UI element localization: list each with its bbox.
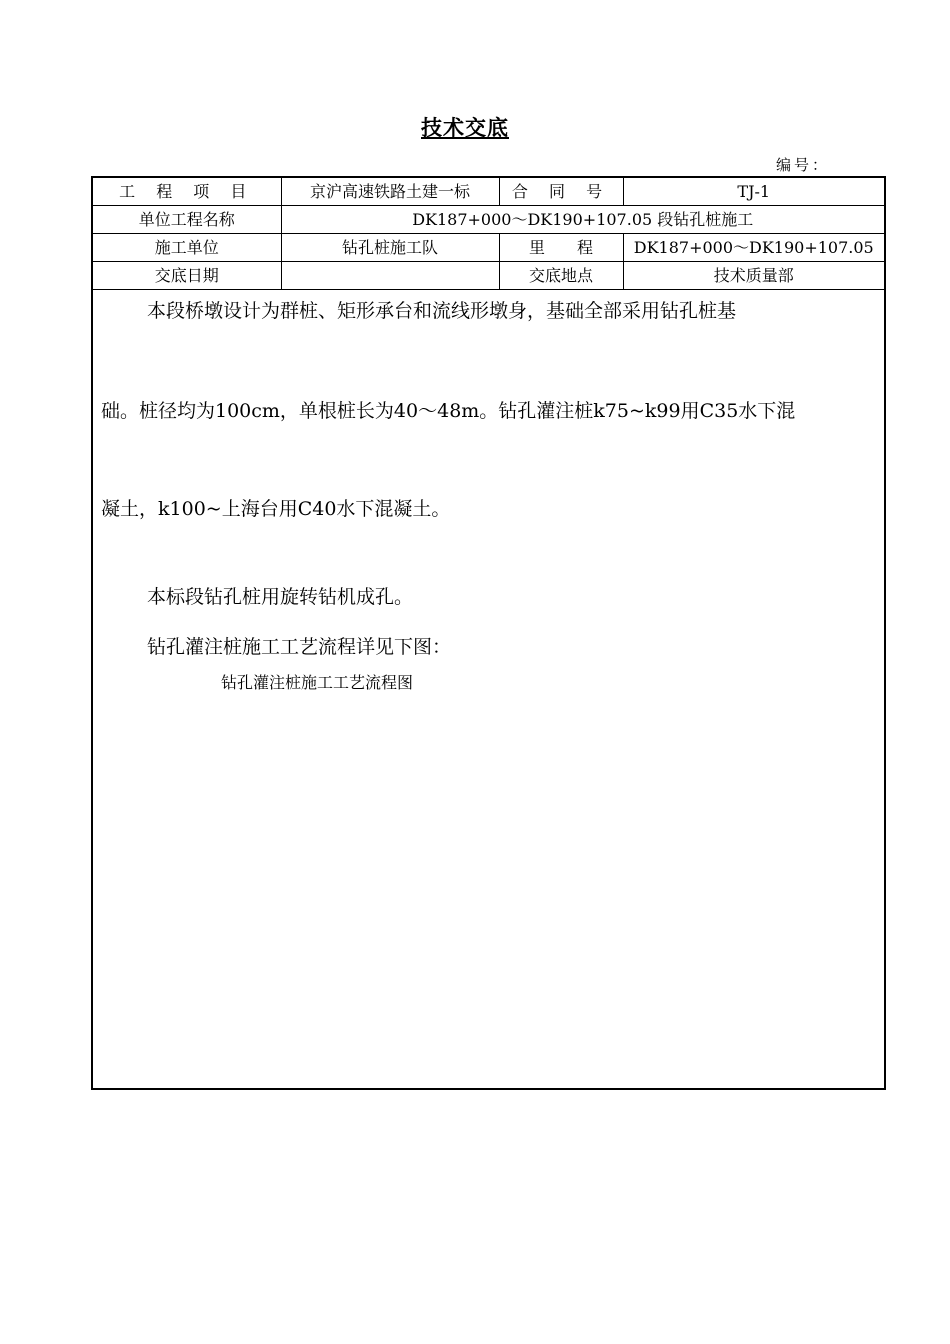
table-row [93, 178, 884, 206]
mileage-label: 里 程 [499, 234, 623, 262]
contract-label: 合 同 号 [499, 178, 623, 206]
table-row [93, 206, 884, 234]
content-paragraph-line: 础。桩径均为100cm，单根桩长为40～48m。钻孔灌注桩k75~k99用C35水下混 [101, 400, 796, 422]
content-paragraph-line: 凝土，k100~上海台用C40水下混凝土。 [101, 498, 451, 520]
construction-unit-label: 施工单位 [93, 234, 281, 262]
unit-project-value: DK187+000～DK190+107.05 段钻孔桩施工 [281, 206, 884, 234]
document-title: 技术交底 [421, 115, 509, 140]
project-info-table [93, 178, 884, 290]
content-paragraph: 本标段钻孔桩用旋转钻机成孔。 [147, 586, 414, 608]
mileage-value: DK187+000～DK190+107.05 [623, 234, 884, 262]
location-value: 技术质量部 [623, 262, 884, 290]
date-value [281, 262, 499, 290]
handover-sheet [91, 176, 886, 1090]
location-label: 交底地点 [499, 262, 623, 290]
project-label: 工 程 项 目 [93, 178, 281, 206]
construction-unit-value: 钻孔桩施工队 [281, 234, 499, 262]
content-paragraph: 钻孔灌注桩施工工艺流程详见下图： [147, 636, 452, 658]
table-row [93, 262, 884, 290]
unit-project-label: 单位工程名称 [93, 206, 281, 234]
serial-number-label: 编号： [776, 156, 831, 174]
project-value: 京沪高速铁路土建一标 [281, 178, 499, 206]
table-row [93, 234, 884, 262]
date-label: 交底日期 [93, 262, 281, 290]
contract-value: TJ-1 [623, 178, 884, 206]
content-paragraph-line: 本段桥墩设计为群桩、矩形承台和流线形墩身，基础全部采用钻孔桩基 [147, 300, 737, 322]
figure-caption: 钻孔灌注桩施工工艺流程图 [221, 673, 414, 692]
